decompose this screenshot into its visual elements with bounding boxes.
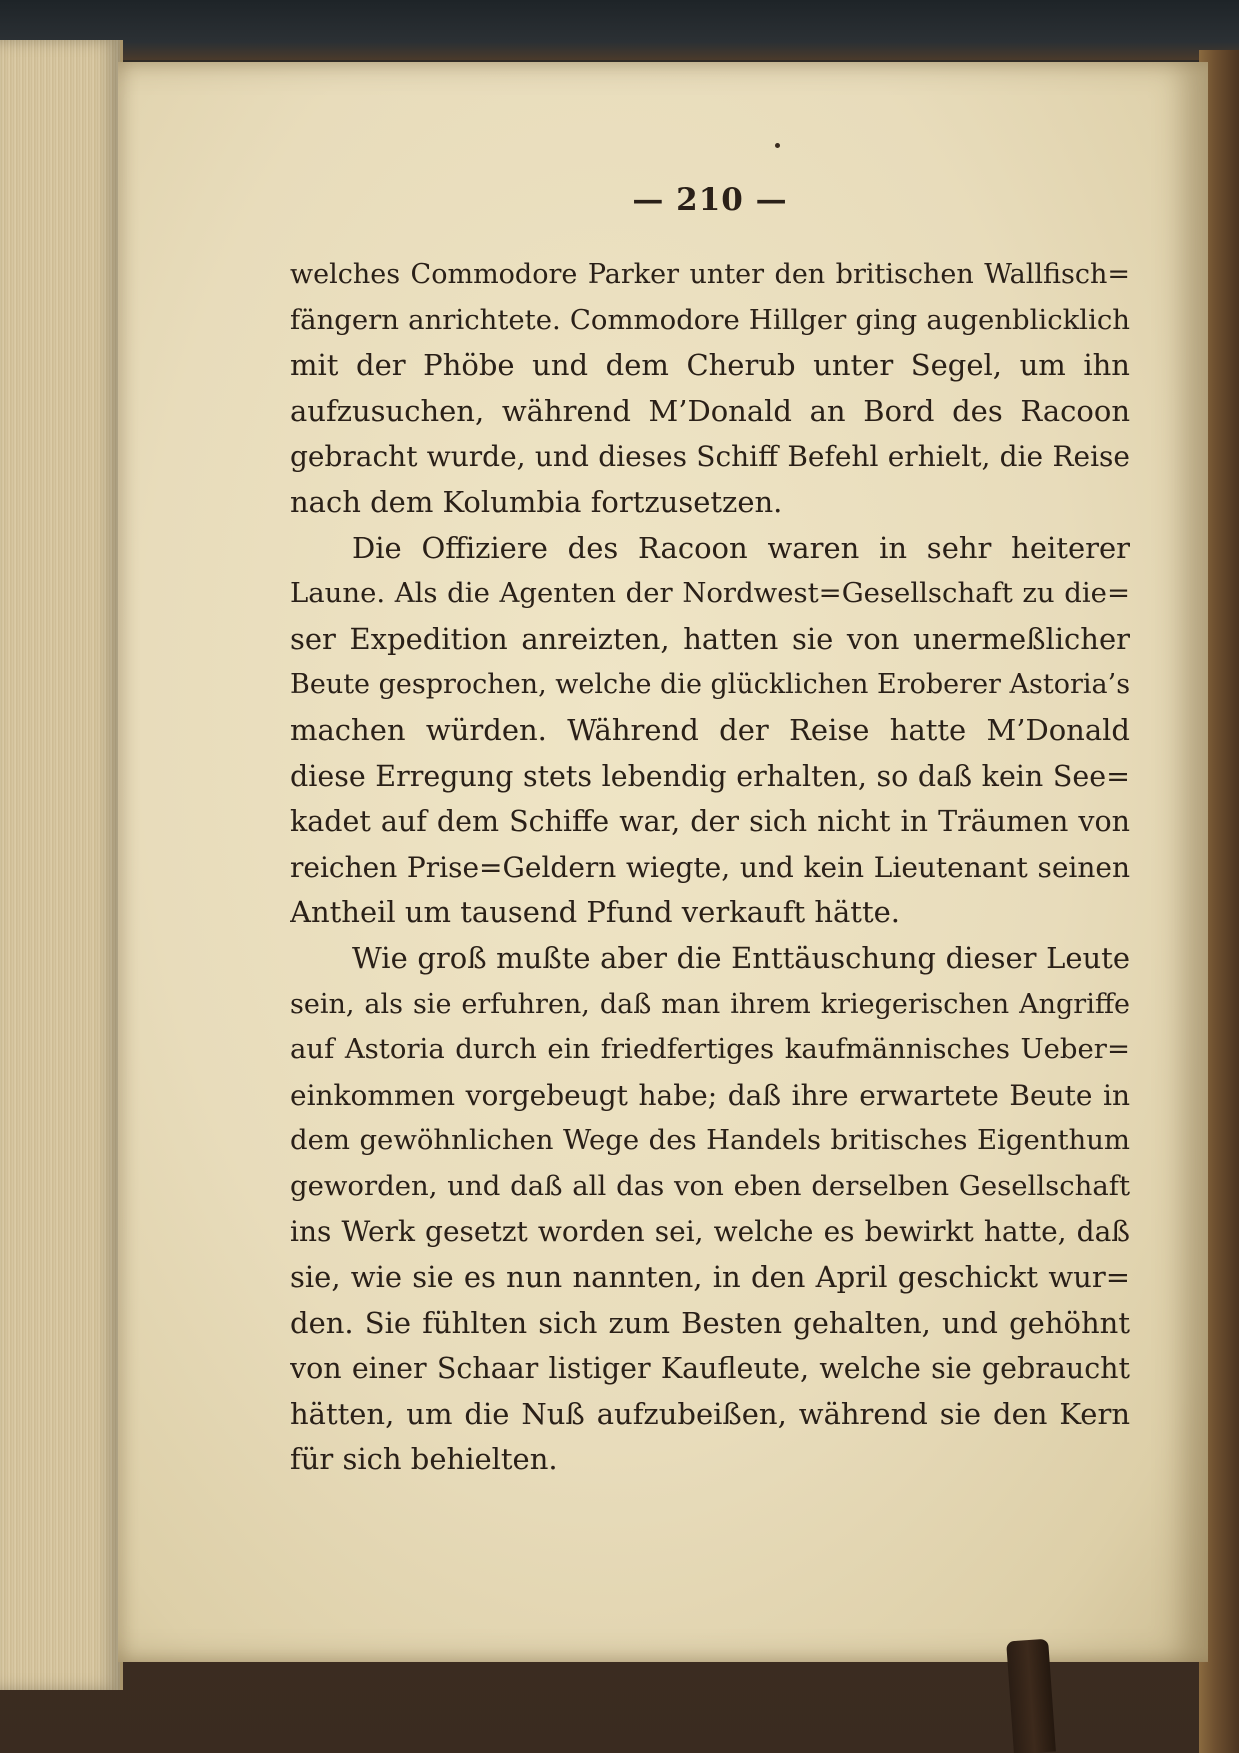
text-line: kadet auf dem Schiffe war, der sich nicht in Träumen von bbox=[290, 805, 1130, 839]
text-line: dem gewöhnlichen Wege des Handels britisches Eigenthum bbox=[290, 1124, 1130, 1157]
text-line: diese Erregung stets lebendig erhalten, so daß kein See= bbox=[290, 759, 1130, 793]
text-line: Die Offiziere des Racoon waren in sehr heiterer bbox=[352, 530, 1130, 565]
text-line: nach dem Kolumbia fortzusetzen. bbox=[290, 484, 783, 519]
text-line: fängern anrichtete. Commodore Hillger ging augenblicklich bbox=[290, 303, 1130, 336]
text-line: reichen Prise=Geldern wiegte, und kein Lieutenant seinen bbox=[290, 850, 1130, 884]
book-cover-top bbox=[0, 0, 1239, 60]
text-line: sie, wie sie es nun nannten, in den April geschickt wur= bbox=[290, 1260, 1130, 1295]
text-line: ins Werk gesetzt worden sei, welche es bewirkt hatte, daß bbox=[290, 1215, 1130, 1249]
paragraph-3 bbox=[290, 936, 1130, 1483]
text-line: für sich behielten. bbox=[290, 1442, 558, 1477]
page-body bbox=[290, 252, 1130, 1483]
page-number: — 210 — bbox=[632, 182, 788, 218]
text-line: hätten, um die Nuß aufzubeißen, während sie den Kern bbox=[290, 1396, 1130, 1431]
text-line: Antheil um tausend Pfund verkauft hätte. bbox=[290, 895, 900, 930]
text-line: Laune. Als die Agenten der Nordwest=Gesellschaft zu die= bbox=[290, 577, 1130, 610]
text-line: ser Expedition anreizten, hatten sie von unermeßlicher bbox=[290, 621, 1130, 656]
ribbon-bookmark bbox=[1006, 1639, 1056, 1753]
text-line: aufzusuchen, während M’Donald an Bord des Racoon bbox=[290, 393, 1130, 428]
text-line: einkommen vorgebeugt habe; daß ihre erwartete Beute in bbox=[290, 1078, 1130, 1112]
text-line: den. Sie fühlten sich zum Besten gehalten, und gehöhnt bbox=[290, 1305, 1130, 1340]
text-line: mit der Phöbe und dem Cherub unter Segel, um ihn bbox=[290, 348, 1130, 383]
text-line: sein, als sie erfuhren, daß man ihrem kriegerischen Angriffe bbox=[290, 988, 1130, 1020]
text-line: gebracht wurde, und dieses Schiff Befehl erhielt, die Reise bbox=[290, 440, 1130, 474]
text-line: welches Commodore Parker unter den britischen Wallfisch= bbox=[290, 259, 1130, 290]
text-line: auf Astoria durch ein friedfertiges kaufmännisches Ueber= bbox=[290, 1033, 1130, 1066]
text-line: geworden, und daß all das von eben derselben Gesellschaft bbox=[290, 1169, 1130, 1202]
text-line: von einer Schaar listiger Kaufleute, welche sie gebraucht bbox=[290, 1352, 1130, 1386]
text-line: machen würden. Während der Reise hatte M’Donald bbox=[290, 712, 1130, 747]
ink-speck bbox=[775, 143, 780, 148]
text-line: Beute gesprochen, welche die glücklichen Eroberer Astoria’s bbox=[290, 669, 1130, 701]
paragraph-1 bbox=[290, 252, 1130, 526]
text-line: Wie groß mußte aber die Enttäuschung dieser Leute bbox=[352, 940, 1130, 975]
page-edges bbox=[0, 40, 123, 1690]
paragraph-2 bbox=[290, 526, 1130, 936]
